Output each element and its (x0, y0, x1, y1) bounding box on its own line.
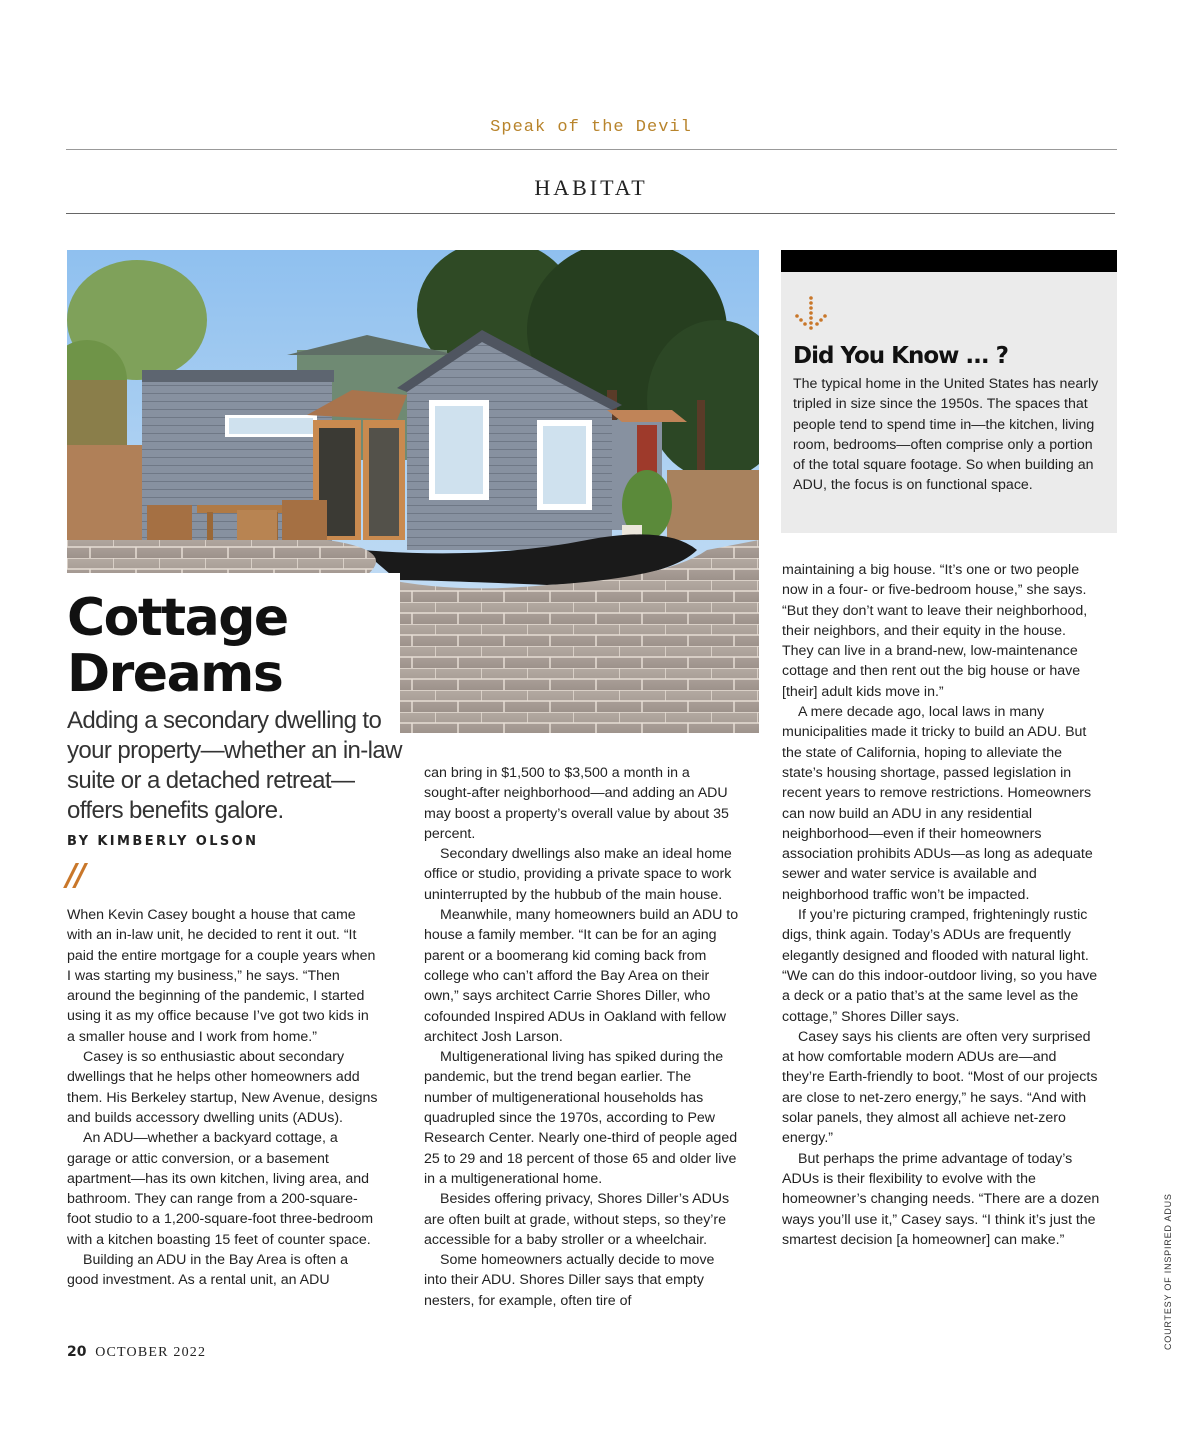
paragraph: Building an ADU in the Bay Area is often a good investment. As a rental unit, an ADU (67, 1252, 348, 1289)
paragraph: Some homeowners actually decide to move into their ADU. Shores Diller says that empty nesters, for example, often tire of (424, 1252, 715, 1309)
folio (67, 1344, 206, 1361)
top-rule (66, 149, 1117, 150)
ornament-slashes: // (66, 858, 84, 893)
photo-credit: COURTESY OF INSPIRED ADUS (1163, 1193, 1173, 1350)
kicker: Speak of the Devil (490, 118, 692, 137)
paragraph: Secondary dwellings also make an ideal home office or studio, providing a private space to work uninterrupted by the hubbub of the main house. (424, 846, 732, 903)
issue-date: OCTOBER 2022 (95, 1345, 207, 1360)
paragraph: Casey says his clients are often very surprised at how comfortable modern ADUs are—and they’re Earth-friendly to boot. “Most of our projects are close to net-zero energy,” he says. “And with solar panels, they almost all achieve net-zero energy.” (782, 1028, 1098, 1147)
section-title: HABITAT (534, 175, 648, 200)
article-title (67, 590, 397, 702)
paragraph: A mere decade ago, local laws in many municipalities made it tricky to build an ADU. But the state of California, hoping to alleviate the state’s housing shortage, passed legislation in recent years to remove restrictions. Homeowners can now build an ADU in any residential neighborhood—even if their homeowners association prohibits ADUs—as long as adequate sewer and water service is available and neighborhood traffic won’t be impacted. (782, 704, 1093, 903)
paragraph: Multigenerational living has spiked during the pandemic, but the trend began earlier. The number of multigenerational households has quadrupled since the 1970s, according to Pew Research Center. Nearly one-third of people aged 25 to 29 and 18 percent of those 65 and older live in a multigenerational home. (424, 1049, 738, 1187)
paragraph: When Kevin Casey bought a house that came with an in-law unit, he decided to rent it out. “It paid the entire mortgage for a couple years when I was starting my business,” he says. “Then around the beginning of the pandemic, I started using it as my office because I’ve got two kids in a smaller house and I work from home.” (67, 907, 376, 1045)
sidebar-text: The typical home in the United States has nearly tripled in size since the 1950s. The spaces that people tend to spend time in—the kitchen, living room, bedrooms—often comprise only a portion of the total square footage. So when building an ADU, the focus is on functional space. (793, 376, 1099, 494)
article-dek: Adding a secondary dwelling to your property—whether an in-law suite or a detached retreat—offers benefits galore. (67, 707, 402, 824)
text-column-1 (67, 905, 379, 1291)
paragraph: maintaining a big house. “It’s one or two people now in a four- or five-bedroom house,” she says. “But they don’t want to leave their neighborhood, their neighbors, and their equity in the house. They can live in a brand-new, low-maintenance cottage and then rent out the big house or have [their] adult kids move in.” (782, 562, 1088, 700)
paragraph: Besides offering privacy, Shores Diller’s ADUs are often built at grade, without steps, so they’re accessible for a baby stroller or a wheelchair. (424, 1191, 730, 1248)
paragraph: But perhaps the prime advantage of today’s ADUs is their flexibility to evolve with the homeowner’s changing needs. “There are a dozen ways you’ll use it,” Casey says. “I think it’s just the smartest decision [a homeowner] can make.” (782, 1150, 1100, 1248)
paragraph: An ADU—whether a backyard cottage, a garage or attic conversion, or a basement apartment—has its own kitchen, living area, and bathroom. They can range from a 200-square-foot studio to a 1,200-square-foot three-bedroom with a kitchen boasting 15 feet of counter space. (67, 1130, 374, 1248)
paragraph: can bring in $1,500 to $3,500 a month in a sought-after neighborhood—and adding an ADU may boost a property’s overall value by about 35 percent. (424, 765, 729, 842)
title-line-2: Dreams (67, 644, 283, 704)
text-column-2 (424, 763, 740, 1311)
dotted-down-arrow-icon (794, 296, 828, 332)
page-number: 20 (67, 1344, 87, 1360)
paragraph: Meanwhile, many homeowners build an ADU to house a family member. “It can be for an aging parent or a boomerang kid coming back from college who can’t afford the Bay Area on their own,” says architect Carrie Shores Diller, who cofounded Inspired ADUs in Oakland with fellow architect Josh Larson. (424, 907, 739, 1045)
title-line-1: Cottage (67, 588, 288, 648)
paragraph: If you’re picturing cramped, frighteningly rustic digs, think again. Today’s ADUs are frequently elegantly designed and flooded with natural light. “We can do this indoor-outdoor living, so you have a deck or a patio that’s at the same level as the cottage,” Shores Diller says. (782, 907, 1098, 1025)
paragraph: Casey is so enthusiastic about secondary dwellings that he helps other homeowners add them. His Berkeley startup, New Avenue, designs and builds accessory dwelling units (ADUs). (67, 1049, 378, 1126)
sidebar-top-bar (781, 250, 1117, 272)
text-column-3 (782, 560, 1100, 1250)
byline: BY KIMBERLY OLSON (67, 834, 259, 849)
section-rule (66, 213, 1115, 214)
sidebar-title: Did You Know ... ? (793, 343, 1008, 369)
